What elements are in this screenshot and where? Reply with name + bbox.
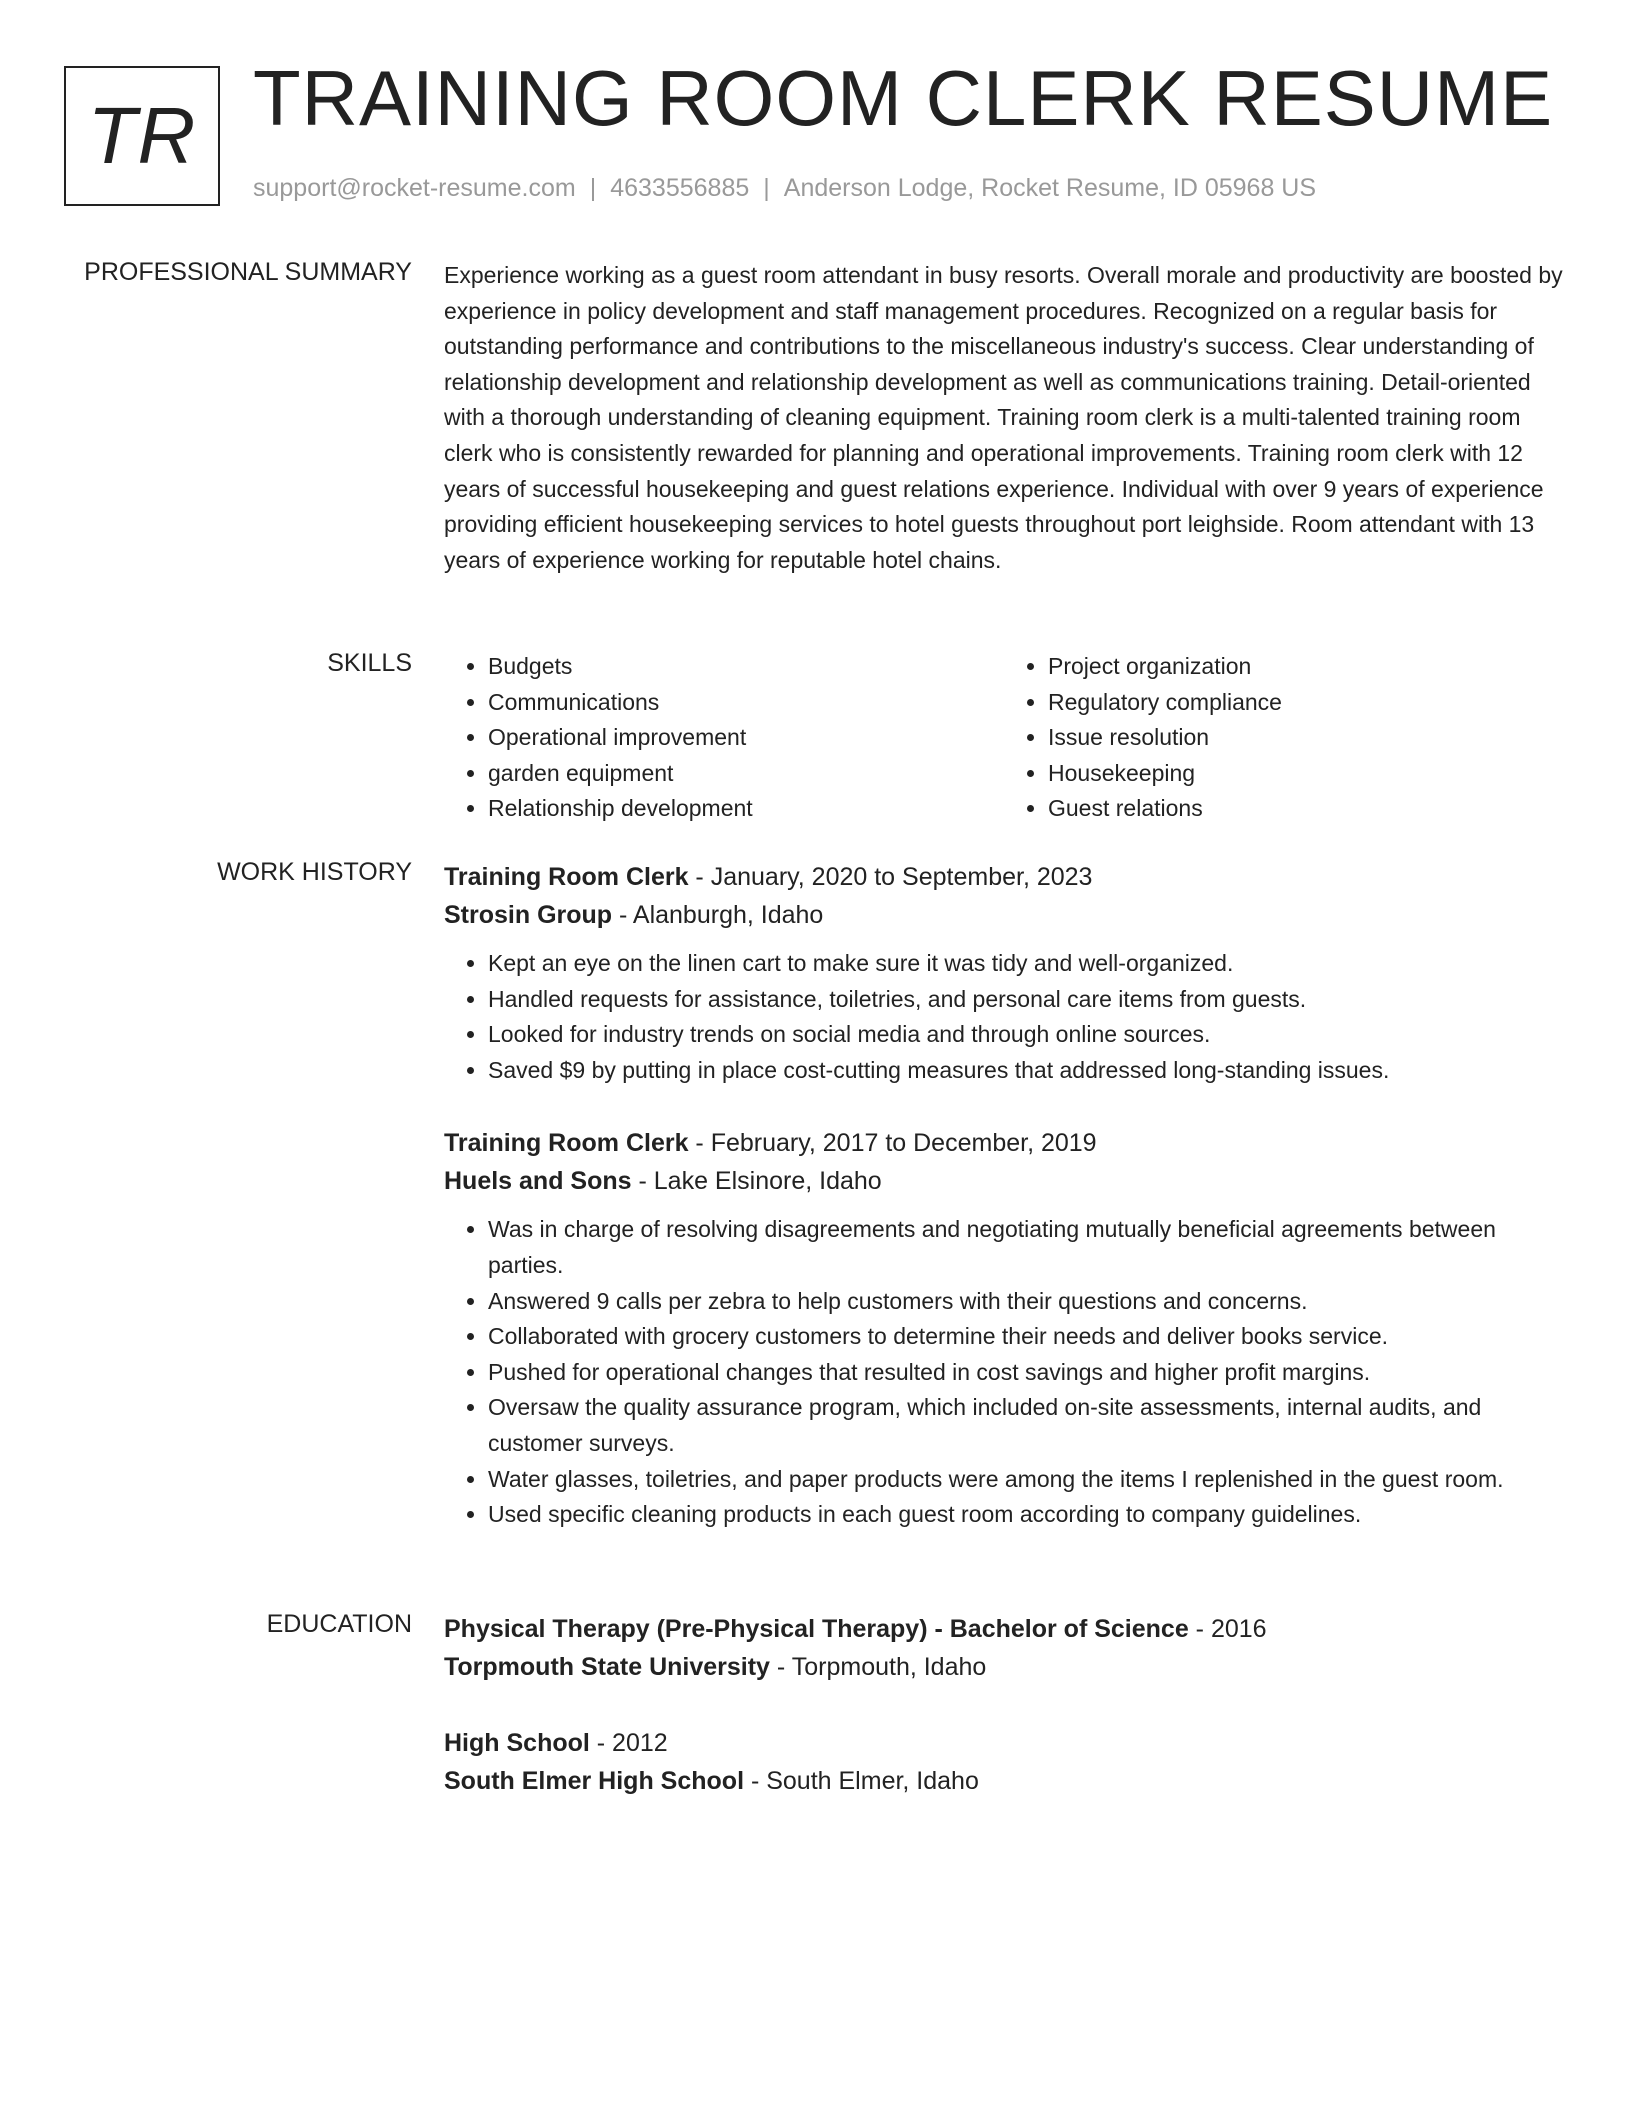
skill-item: • Relationship development <box>488 791 1004 827</box>
job-bullet: • Answered 9 calls per zebra to help customers with their questions and concerns. <box>488 1284 1564 1320</box>
education-school-line <box>444 1762 1564 1800</box>
skill-item: • Issue resolution <box>1048 720 1564 756</box>
skills-body <box>444 649 1564 827</box>
job-bullet: • Pushed for operational changes that resulted in cost savings and higher profit margins. <box>488 1355 1564 1391</box>
job-title-line <box>444 1124 1564 1162</box>
job-bullet: • Water glasses, toiletries, and paper products were among the items I replenished in the guest room. <box>488 1462 1564 1498</box>
job-location: - Alanburgh, Idaho <box>612 901 824 929</box>
education-degree: Physical Therapy (Pre-Physical Therapy) - Bachelor of Science <box>444 1615 1189 1643</box>
job-bullet: • Oversaw the quality assurance program, which included on-site assessments, internal audits, and customer surveys. <box>488 1390 1564 1461</box>
skill-item: • Budgets <box>488 649 1004 685</box>
skills-list-left <box>444 649 1004 827</box>
monogram-box <box>64 66 220 206</box>
work-history-heading: WORK HISTORY <box>217 858 412 886</box>
job-bullet-list <box>444 1212 1564 1532</box>
summary-heading: PROFESSIONAL SUMMARY <box>84 258 412 286</box>
contact-line <box>253 174 1316 203</box>
job-dates: - February, 2017 to December, 2019 <box>688 1129 1097 1158</box>
job-title: Training Room Clerk <box>444 1129 689 1158</box>
work-history-body <box>444 858 1564 1569</box>
contact-email: support@rocket-resume.com <box>253 174 576 202</box>
skill-item: • Project organization <box>1048 649 1564 685</box>
resume-title: TRAINING ROOM CLERK RESUME <box>253 54 1554 142</box>
skills-heading: SKILLS <box>327 649 412 677</box>
skills-list-right <box>1004 649 1564 827</box>
contact-separator: | <box>763 174 770 202</box>
job-entry <box>444 1124 1564 1532</box>
education-school-line <box>444 1648 1564 1686</box>
job-location: - Lake Elsinore, Idaho <box>631 1167 882 1196</box>
education-body <box>444 1610 1564 1838</box>
job-bullet: • Used specific cleaning products in each guest room according to company guidelines. <box>488 1497 1564 1533</box>
monogram-initials: TR <box>87 91 197 180</box>
job-company: Huels and Sons <box>444 1167 632 1196</box>
skill-item: • Operational improvement <box>488 720 1004 756</box>
job-company-line <box>444 896 1564 934</box>
contact-phone: 4633556885 <box>610 174 750 202</box>
skill-item: • Regulatory compliance <box>1048 685 1564 721</box>
education-heading: EDUCATION <box>266 1610 412 1638</box>
job-bullet: • Saved $9 by putting in place cost-cutting measures that addressed long-standing issues. <box>488 1053 1564 1089</box>
job-bullet: • Was in charge of resolving disagreements and negotiating mutually beneficial agreements between parties. <box>488 1212 1564 1283</box>
education-entry <box>444 1724 1564 1800</box>
summary-body <box>444 258 1564 578</box>
education-degree: High School <box>444 1729 590 1757</box>
contact-separator: | <box>589 174 597 202</box>
contact-address: Anderson Lodge, Rocket Resume, ID 05968 US <box>783 174 1317 202</box>
education-entry <box>444 1610 1564 1686</box>
education-year: - 2012 <box>589 1729 668 1757</box>
job-bullet-list <box>444 946 1564 1088</box>
job-entry <box>444 858 1564 1088</box>
job-bullet: • Kept an eye on the linen cart to make sure it was tidy and well-organized. <box>488 946 1564 982</box>
skill-item: • garden equipment <box>488 756 1004 792</box>
job-title-line <box>444 858 1564 896</box>
education-degree-line <box>444 1610 1564 1648</box>
education-school: Torpmouth State University <box>444 1653 770 1681</box>
summary-text: Experience working as a guest room attendant in busy resorts. Overall morale and productivity are boosted by experience in policy development and staff management procedures. Recognized on a regular basis for outstanding performance and contributions to the miscellaneous industry's success. Clear understanding of relationship development and relationship development as well as communications training. Detail-oriented with a thorough understanding of cleaning equipment. Training room clerk is a multi-talented training room clerk who is consistently rewarded for planning and operational improvements. Training room clerk with 12 years of successful housekeeping and guest relations experience. Individual with over 9 years of experience providing efficient housekeeping services to hotel guests throughout port leighside. Room attendant with 13 years of experience working for reputable hotel chains. <box>444 262 1563 573</box>
job-dates: - January, 2020 to September, 2023 <box>688 863 1093 891</box>
job-company-line <box>444 1162 1564 1200</box>
job-bullet: • Looked for industry trends on social media and through online sources. <box>488 1017 1564 1053</box>
education-year: - 2016 <box>1188 1615 1267 1643</box>
skills-grid <box>444 649 1564 827</box>
job-title: Training Room Clerk <box>444 863 689 891</box>
education-location: - South Elmer, Idaho <box>744 1767 979 1795</box>
skill-item: • Housekeeping <box>1048 756 1564 792</box>
job-bullet: • Handled requests for assistance, toiletries, and personal care items from guests. <box>488 982 1564 1018</box>
job-company: Strosin Group <box>444 901 613 929</box>
job-bullet: • Collaborated with grocery customers to determine their needs and deliver books service. <box>488 1319 1564 1355</box>
education-degree-line <box>444 1724 1564 1762</box>
education-school: South Elmer High School <box>444 1767 745 1795</box>
skill-item: • Communications <box>488 685 1004 721</box>
education-location: - Torpmouth, Idaho <box>769 1653 987 1681</box>
skill-item: • Guest relations <box>1048 791 1564 827</box>
